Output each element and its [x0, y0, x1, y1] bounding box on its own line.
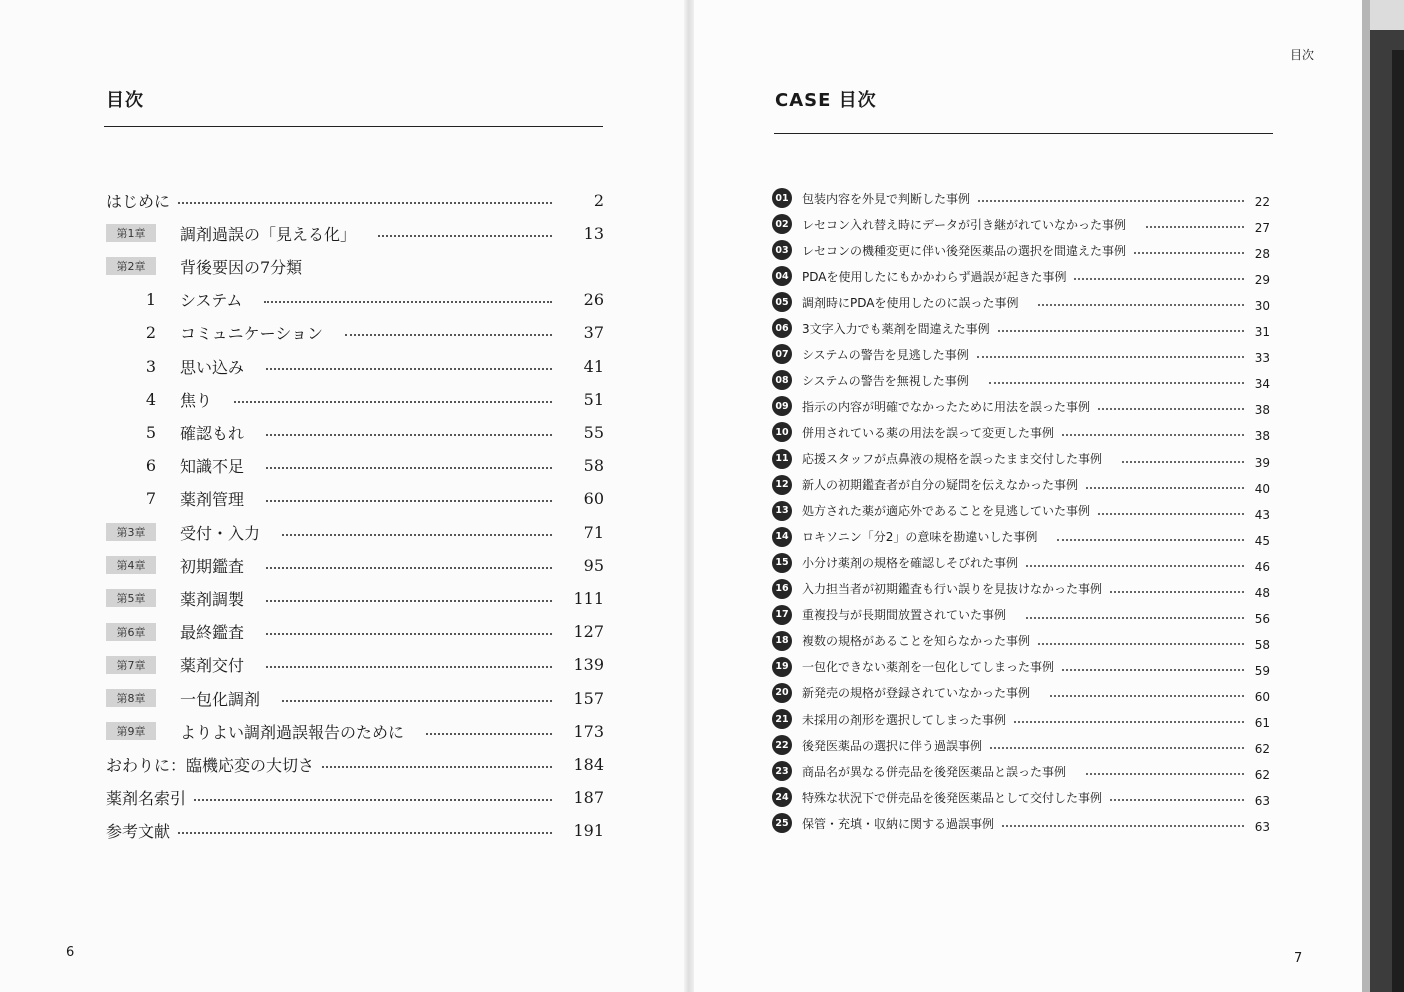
- case-page: 48: [1254, 585, 1270, 600]
- toc-entry-page: 26: [583, 290, 604, 310]
- toc-entry-page: 187: [573, 788, 604, 808]
- case-entry[interactable]: [772, 473, 1270, 497]
- toc-entry-label: コミュニケーション: [180, 324, 324, 344]
- case-entry[interactable]: [772, 733, 1270, 757]
- case-page: 61: [1254, 716, 1270, 730]
- toc-entry[interactable]: [106, 486, 604, 512]
- dot-leader: [1057, 539, 1244, 541]
- chapter-badge: 第8章: [106, 689, 156, 707]
- case-page: 28: [1254, 247, 1270, 262]
- chapter-badge: 第5章: [106, 589, 156, 607]
- dot-leader: [1074, 278, 1244, 280]
- toc-entry[interactable]: [106, 220, 604, 246]
- dot-leader: [1086, 773, 1244, 775]
- dot-leader: [1026, 565, 1244, 567]
- toc-entry[interactable]: [106, 718, 604, 744]
- dot-leader: [1110, 591, 1244, 593]
- toc-entry-page: 173: [573, 721, 604, 741]
- toc-entry-label: 薬剤管理: [180, 490, 245, 510]
- case-title: 併用されている薬の用法を誤って変更した事例: [802, 425, 1055, 440]
- case-page: 43: [1254, 507, 1270, 522]
- section-number: 5: [145, 422, 156, 442]
- book-edge: [1362, 0, 1370, 992]
- toc-entry-page: 41: [583, 356, 604, 376]
- toc-entry-page: 58: [583, 456, 604, 476]
- dot-leader: [977, 356, 1244, 358]
- case-page: 34: [1254, 377, 1270, 392]
- toc-entry[interactable]: [106, 818, 604, 844]
- toc-entry-page: 184: [573, 754, 604, 774]
- toc-entry-label: 最終鑑査: [180, 623, 245, 643]
- case-page: 39: [1254, 455, 1270, 470]
- toc-title: 目次: [106, 90, 144, 111]
- toc-title-rule: [104, 126, 603, 127]
- chapter-badge: 第1章: [106, 224, 156, 242]
- case-number-badge: 24: [772, 787, 792, 807]
- case-number-badge: 15: [772, 553, 792, 573]
- case-title: 小分け薬剤の規格を確認しそびれた事例: [802, 556, 1019, 571]
- case-title: 指示の内容が明確でなかったために用法を誤った事例: [802, 399, 1091, 414]
- dot-leader: [1086, 487, 1244, 489]
- case-number-badge: 08: [772, 370, 792, 390]
- toc-entry[interactable]: [106, 453, 604, 479]
- dot-leader: [426, 733, 552, 735]
- case-number-badge: 19: [772, 657, 792, 677]
- chapter-badge: 第4章: [106, 556, 156, 574]
- case-page: 22: [1254, 195, 1270, 209]
- case-page: 27: [1254, 221, 1270, 236]
- toc-entry-page: 139: [573, 655, 604, 675]
- toc-entry[interactable]: [106, 585, 604, 611]
- case-page: 31: [1254, 325, 1270, 340]
- toc-entry[interactable]: [106, 785, 604, 811]
- dot-leader: [1098, 408, 1244, 410]
- toc-entry[interactable]: [106, 552, 604, 578]
- case-number-badge: 07: [772, 344, 792, 364]
- section-number: 1: [145, 290, 156, 310]
- case-entry[interactable]: [772, 238, 1270, 262]
- case-entry[interactable]: [772, 186, 1270, 210]
- toc-entry[interactable]: [106, 751, 604, 777]
- dot-leader: [1146, 226, 1244, 228]
- case-title: 包装内容を外見で判断した事例: [802, 191, 971, 206]
- case-title: レセコン入れ替え時にデータが引き継がれていなかった事例: [802, 217, 1127, 232]
- dot-leader: [1026, 617, 1244, 619]
- case-title: 複数の規格があることを知らなかった事例: [802, 634, 1031, 649]
- dot-leader: [266, 434, 552, 436]
- case-number-badge: 03: [772, 240, 792, 260]
- case-entry[interactable]: [772, 420, 1270, 444]
- case-number-badge: 12: [772, 475, 792, 495]
- dot-leader: [990, 747, 1244, 749]
- toc-entry-page: 55: [583, 422, 604, 442]
- toc-entry-label: 薬剤名索引: [106, 789, 187, 809]
- case-number-badge: 06: [772, 318, 792, 338]
- case-number-badge: 11: [772, 449, 792, 469]
- dot-leader: [1122, 461, 1244, 463]
- case-entry[interactable]: [772, 577, 1270, 601]
- toc-entry-page: 127: [573, 622, 604, 642]
- case-number-badge: 05: [772, 292, 792, 312]
- book-cover-shadow: [1392, 50, 1404, 992]
- dot-leader: [1098, 513, 1244, 515]
- toc-entry-label: 知識不足: [180, 457, 245, 477]
- toc-entry-page: 157: [573, 688, 604, 708]
- case-number-badge: 14: [772, 527, 792, 547]
- case-entry[interactable]: [772, 316, 1270, 340]
- toc-entry[interactable]: [106, 685, 604, 711]
- dot-leader: [345, 334, 552, 336]
- case-page: 58: [1254, 637, 1270, 652]
- dot-leader: [266, 666, 552, 668]
- chapter-badge: 第6章: [106, 623, 156, 641]
- toc-entry[interactable]: [106, 419, 604, 445]
- case-entry[interactable]: [772, 655, 1270, 679]
- case-title: 商品名が異なる併売品を後発医薬品と誤った事例: [802, 764, 1067, 779]
- toc-entry-page: 95: [583, 555, 604, 575]
- dot-leader: [998, 330, 1244, 332]
- case-entry[interactable]: [772, 811, 1270, 835]
- case-entry[interactable]: [772, 551, 1270, 575]
- case-entry[interactable]: [772, 707, 1270, 731]
- toc-entry-label: よりよい調剤過誤報告のために: [180, 722, 405, 742]
- case-page: 40: [1254, 481, 1270, 496]
- chapter-badge: 第9章: [106, 722, 156, 740]
- dot-leader: [322, 766, 552, 768]
- case-page: 38: [1254, 429, 1270, 444]
- case-number-badge: 16: [772, 579, 792, 599]
- case-entry[interactable]: [772, 342, 1270, 366]
- case-entry[interactable]: [772, 447, 1270, 471]
- toc-entry[interactable]: [106, 652, 604, 678]
- case-page: 63: [1254, 820, 1270, 835]
- toc-entry-label: 受付・入力: [180, 523, 261, 543]
- toc-entry-label: 一包化調剤: [180, 689, 261, 709]
- toc-entry[interactable]: [106, 386, 604, 412]
- toc-entry-page: 51: [583, 389, 604, 409]
- toc-entry-label: 背後要因の7分類: [180, 257, 303, 277]
- toc-entry[interactable]: [106, 187, 604, 213]
- case-entry[interactable]: [772, 759, 1270, 783]
- book-gutter: [684, 0, 694, 992]
- dot-leader: [266, 368, 552, 370]
- dot-leader: [266, 633, 552, 635]
- case-number-badge: 02: [772, 214, 792, 234]
- case-page: 30: [1254, 299, 1270, 314]
- case-entry[interactable]: [772, 368, 1270, 392]
- case-page: 45: [1254, 533, 1270, 548]
- case-title: システムの警告を見逃した事例: [802, 347, 969, 362]
- case-number-badge: 22: [772, 735, 792, 755]
- case-page: 63: [1254, 794, 1270, 809]
- right-page-number: 7: [1294, 951, 1303, 966]
- case-entry[interactable]: [772, 212, 1270, 236]
- dot-leader: [282, 700, 552, 702]
- case-title: PDAを使用したにもかかわらず過誤が起きた事例: [802, 269, 1067, 284]
- case-number-badge: 23: [772, 761, 792, 781]
- case-number-badge: 04: [772, 266, 792, 286]
- case-page: 33: [1254, 351, 1270, 366]
- chapter-badge: 第7章: [106, 656, 156, 674]
- case-number-badge: 09: [772, 396, 792, 416]
- dot-leader: [178, 202, 552, 204]
- case-title: 処方された薬が適応外であることを見逃していた事例: [802, 504, 1091, 519]
- case-page: 38: [1254, 403, 1270, 418]
- case-page: 56: [1254, 611, 1270, 626]
- case-title: 新人の初期鑑査者が自分の疑問を伝えなかった事例: [802, 478, 1079, 493]
- dot-leader: [1038, 304, 1244, 306]
- dot-leader: [1002, 825, 1244, 827]
- case-title: 新発売の規格が登録されていなかった事例: [802, 686, 1031, 701]
- dot-leader: [1062, 669, 1244, 671]
- dot-leader: [1050, 695, 1244, 697]
- case-page: 62: [1254, 742, 1270, 757]
- case-entry[interactable]: [772, 499, 1270, 523]
- case-entry[interactable]: [772, 785, 1270, 809]
- case-title: レセコンの機種変更に伴い後発医薬品の選択を間違えた事例: [802, 243, 1127, 258]
- case-entry[interactable]: [772, 525, 1270, 549]
- dot-leader: [266, 500, 552, 502]
- chapter-badge: 第2章: [106, 257, 156, 275]
- case-number-badge: 10: [772, 422, 792, 442]
- dot-leader: [266, 600, 552, 602]
- case-toc-title-rule: [774, 133, 1273, 134]
- case-title: 保管・充填・収納に関する過誤事例: [802, 816, 995, 831]
- case-page: 29: [1254, 273, 1270, 288]
- case-page: 59: [1254, 663, 1270, 678]
- case-entry[interactable]: [772, 603, 1270, 627]
- case-number-badge: 20: [772, 683, 792, 703]
- case-number-badge: 21: [772, 709, 792, 729]
- toc-entry-page: 191: [573, 821, 604, 841]
- section-number: 2: [145, 323, 156, 343]
- case-number-badge: 17: [772, 605, 792, 625]
- dot-leader: [194, 799, 552, 801]
- toc-entry-label: 初期鑑査: [180, 556, 245, 576]
- toc-entry-label: 調剤過誤の「見える化」: [180, 224, 357, 244]
- case-toc-title: CASE 目次: [775, 90, 877, 111]
- case-entry[interactable]: [772, 629, 1270, 653]
- section-number: 4: [145, 389, 156, 409]
- case-title: 特殊な状況下で併売品を後発医薬品として交付した事例: [802, 790, 1103, 805]
- case-title: 一包化できない薬剤を一包化してしまった事例: [802, 660, 1055, 675]
- toc-entry-label: 参考文献: [106, 822, 171, 842]
- case-number-badge: 01: [772, 188, 792, 208]
- dot-leader: [234, 401, 552, 403]
- dot-leader: [1134, 252, 1244, 254]
- dot-leader: [1038, 643, 1244, 645]
- toc-entry[interactable]: [106, 353, 604, 379]
- toc-entry-label: おわりに：臨機応変の大切さ: [106, 755, 315, 775]
- toc-entry-page: 37: [583, 323, 604, 343]
- case-entry[interactable]: [772, 264, 1270, 288]
- case-title: 入力担当者が初期鑑査も行い誤りを見抜けなかった事例: [802, 582, 1103, 597]
- case-number-badge: 18: [772, 631, 792, 651]
- case-title: システムの警告を無視した事例: [802, 373, 969, 388]
- toc-entry-label: システム: [180, 291, 243, 311]
- dot-leader: [264, 301, 552, 303]
- toc-entry-page: 60: [583, 489, 604, 509]
- toc-entry-label: 確認もれ: [180, 423, 245, 443]
- section-number: 6: [145, 456, 156, 476]
- toc-entry-page: 111: [573, 588, 604, 608]
- case-title: 重複投与が長期間放置されていた事例: [802, 608, 1007, 623]
- case-page: 46: [1254, 559, 1270, 574]
- toc-entry-page: 2: [593, 190, 604, 210]
- chapter-badge: 第3章: [106, 523, 156, 541]
- toc-entry[interactable]: [106, 519, 604, 545]
- case-title: ロキソニン「分2」の意味を勘違いした事例: [802, 530, 1038, 545]
- toc-entry-label: 薬剤交付: [180, 656, 245, 676]
- section-number: 7: [145, 489, 156, 509]
- case-entry[interactable]: [772, 394, 1270, 418]
- case-title: 3文字入力でも薬剤を間違えた事例: [802, 321, 990, 336]
- dot-leader: [266, 467, 552, 469]
- toc-entry[interactable]: [106, 320, 604, 346]
- dot-leader: [1062, 434, 1244, 436]
- dot-leader: [378, 235, 552, 237]
- dot-leader: [978, 200, 1244, 202]
- toc-entry-page: 13: [583, 223, 604, 243]
- toc-entry[interactable]: [106, 619, 604, 645]
- dot-leader: [1014, 721, 1244, 723]
- case-page: 62: [1254, 768, 1270, 783]
- case-title: 応援スタッフが点鼻液の規格を誤ったまま交付した事例: [802, 452, 1103, 466]
- toc-entry-label: 薬剤調製: [180, 589, 245, 609]
- dot-leader: [266, 567, 552, 569]
- toc-entry-label: 焦り: [180, 390, 213, 410]
- dot-leader: [282, 534, 552, 536]
- toc-entry[interactable]: [106, 253, 604, 279]
- toc-entry-label: はじめに: [106, 191, 171, 211]
- case-title: 後発医薬品の選択に伴う過誤事例: [802, 738, 983, 753]
- dot-leader: [1110, 799, 1244, 801]
- section-number: 3: [145, 356, 156, 376]
- running-head: 目次: [1290, 48, 1315, 62]
- case-page: 60: [1254, 689, 1270, 704]
- case-title: 未採用の剤形を選択してしまった事例: [802, 712, 1007, 727]
- case-entry[interactable]: [772, 681, 1270, 705]
- toc-entry[interactable]: [106, 287, 604, 313]
- dot-leader: [178, 832, 552, 834]
- dot-leader: [989, 382, 1244, 384]
- case-number-badge: 13: [772, 501, 792, 521]
- case-number-badge: 25: [772, 813, 792, 833]
- toc-entry-page: 71: [583, 522, 604, 542]
- left-page-number: 6: [66, 945, 75, 960]
- case-title: 調剤時にPDAを使用したのに誤った事例: [802, 295, 1019, 310]
- toc-entry-label: 思い込み: [180, 357, 245, 377]
- case-entry[interactable]: [772, 290, 1270, 314]
